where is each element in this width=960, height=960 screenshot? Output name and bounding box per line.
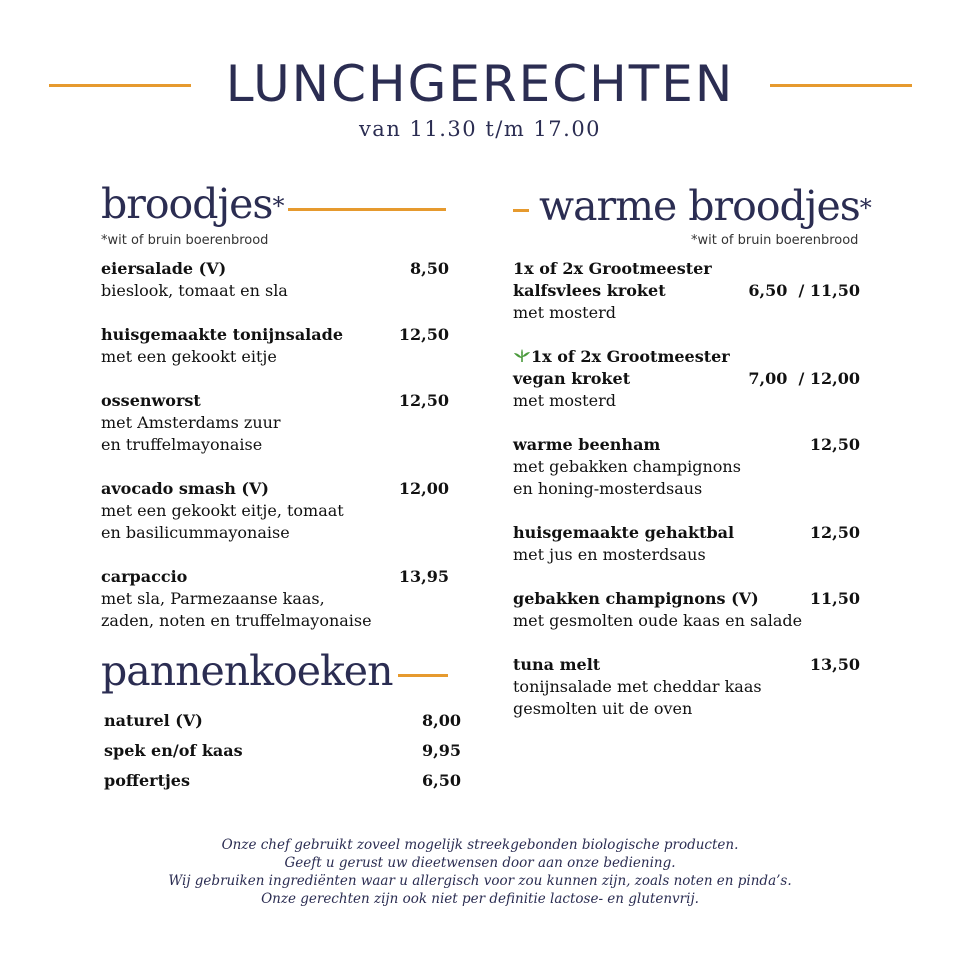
- footer-line: Geeft u gerust uw dieetwensen door aan onze bediening.: [284, 855, 676, 871]
- menu-item-name: vegan kroket: [513, 369, 631, 388]
- menu-item-description: met mosterd: [513, 391, 616, 410]
- warme-broodjes-note: *wit of bruin boerenbrood: [691, 233, 859, 248]
- menu-item-price: 9,95: [422, 741, 461, 760]
- header-rule-right: [770, 84, 912, 87]
- warme-broodjes-heading-rule: [513, 209, 529, 212]
- menu-item: [101, 478, 449, 544]
- menu-item: [513, 654, 860, 720]
- menu-item: [513, 522, 860, 566]
- menu-item-description: met mosterd: [513, 303, 616, 322]
- menu-item-price: 12,50: [809, 523, 860, 542]
- menu-item-name: huisgemaakte gehaktbal: [513, 523, 735, 542]
- menu-item-description: en truffelmayonaise: [101, 435, 263, 454]
- menu-item-name: carpaccio: [101, 567, 188, 586]
- menu-item: [513, 434, 860, 500]
- menu-item: [513, 588, 860, 632]
- menu-item-price: 12,00: [398, 479, 449, 498]
- menu-item: [101, 566, 449, 632]
- footer-line: Onze gerechten zijn ook niet per definitie lactose- en glutenvrij.: [261, 891, 699, 907]
- section-heading-warme-broodjes: [539, 182, 871, 230]
- menu-item-name: ossenworst: [101, 391, 201, 410]
- page-title: LUNCHGERECHTEN: [225, 55, 735, 113]
- menu-item-description: met Amsterdams zuur: [101, 413, 281, 432]
- broodjes-heading-text: broodjes: [101, 180, 273, 228]
- menu-item-name: poffertjes: [104, 771, 190, 790]
- menu-item: [101, 258, 449, 302]
- menu-item: [513, 258, 860, 324]
- menu-item-name: gebakken champignons (V): [513, 589, 759, 608]
- menu-item: [101, 390, 449, 456]
- footer-line: Onze chef gebruikt zoveel mogelijk streekgebonden biologische producten.: [221, 837, 739, 853]
- broodjes-list: [101, 258, 449, 654]
- menu-item-name-prefix: 1x of 2x Grootmeester: [531, 347, 730, 366]
- menu-item-name: kalfsvlees kroket: [513, 281, 666, 300]
- broodjes-star: *: [272, 192, 284, 220]
- menu-item: [513, 346, 860, 412]
- menu-item-description: met sla, Parmezaanse kaas,: [101, 589, 325, 608]
- menu-item-row: [101, 258, 449, 280]
- menu-item: [104, 770, 461, 792]
- menu-item-row: [101, 390, 449, 412]
- pannenkoeken-heading-text: pannenkoeken: [101, 647, 393, 695]
- menu-item-row: [513, 588, 860, 610]
- pannenkoeken-heading-rule: [398, 674, 448, 677]
- menu-item-name-line1: [513, 346, 860, 368]
- menu-item-description: met gebakken champignons: [513, 457, 741, 476]
- menu-item-name: spek en/of kaas: [104, 741, 243, 760]
- menu-item-price: 13,50: [809, 655, 860, 674]
- broodjes-note: *wit of bruin boerenbrood: [101, 233, 269, 248]
- menu-item-name-prefix: 1x of 2x Grootmeester: [513, 259, 712, 278]
- broodjes-heading-rule: [288, 208, 446, 211]
- page-subtitle: van 11.30 t/m 17.00: [358, 117, 602, 141]
- menu-item-description: gesmolten uit de oven: [513, 699, 693, 718]
- footer-line: Wij gebruiken ingrediënten waar u allergisch voor zou kunnen zijn, zoals noten en pinda’s.: [168, 873, 792, 889]
- menu-item: [104, 710, 461, 732]
- menu-item-name-line1: [513, 258, 860, 280]
- menu-item-price: 12,50: [809, 435, 860, 454]
- menu-item-row: [101, 324, 449, 346]
- menu-item-row: [101, 566, 449, 588]
- menu-item-description: tonijnsalade met cheddar kaas: [513, 677, 762, 696]
- pannenkoeken-list: [104, 710, 461, 800]
- section-heading-broodjes: [101, 180, 283, 228]
- menu-item-name: huisgemaakte tonijnsalade: [101, 325, 343, 344]
- section-heading-pannenkoeken: [101, 647, 392, 695]
- menu-item-description: met een gekookt eitje: [101, 347, 277, 366]
- menu-item-description: en basilicummayonaise: [101, 523, 290, 542]
- menu-item-price: 11,50: [809, 589, 860, 608]
- warme-broodjes-list: [513, 258, 860, 742]
- menu-item-description: met gesmolten oude kaas en salade: [513, 611, 803, 630]
- menu-item-description: met jus en mosterdsaus: [513, 545, 706, 564]
- warme-broodjes-star: *: [859, 194, 871, 222]
- warme-broodjes-heading-text: warme broodjes: [539, 182, 860, 230]
- menu-item-price: 12,50: [398, 391, 449, 410]
- menu-item: [104, 740, 461, 762]
- menu-item-row: [513, 280, 860, 302]
- footer-notes: [0, 836, 960, 908]
- menu-item-name: naturel (V): [104, 711, 203, 730]
- menu-item-price: 8,00: [422, 711, 461, 730]
- menu-item-price: 7,00 / 12,00: [748, 369, 860, 388]
- menu-item-name: avocado smash (V): [101, 479, 269, 498]
- menu-item-description: met een gekookt eitje, tomaat: [101, 501, 344, 520]
- menu-item-row: [513, 434, 860, 456]
- menu-item-description: zaden, noten en truffelmayonaise: [101, 611, 372, 630]
- leaf-icon: [513, 347, 531, 361]
- menu-item-name: tuna melt: [513, 655, 601, 674]
- menu-item: [101, 324, 449, 368]
- menu-item-price: 6,50 / 11,50: [748, 281, 860, 300]
- menu-item-name: warme beenham: [513, 435, 661, 454]
- menu-item-row: [101, 478, 449, 500]
- menu-item-price: 8,50: [410, 259, 449, 278]
- menu-item-row: [513, 368, 860, 390]
- menu-item-row: [513, 654, 860, 676]
- menu-item-name: eiersalade (V): [101, 259, 227, 278]
- menu-item-description: en honing-mosterdsaus: [513, 479, 703, 498]
- menu-item-row: [513, 522, 860, 544]
- menu-item-price: 12,50: [398, 325, 449, 344]
- menu-item-price: 6,50: [422, 771, 461, 790]
- menu-item-price: 13,95: [398, 567, 449, 586]
- menu-item-description: bieslook, tomaat en sla: [101, 281, 288, 300]
